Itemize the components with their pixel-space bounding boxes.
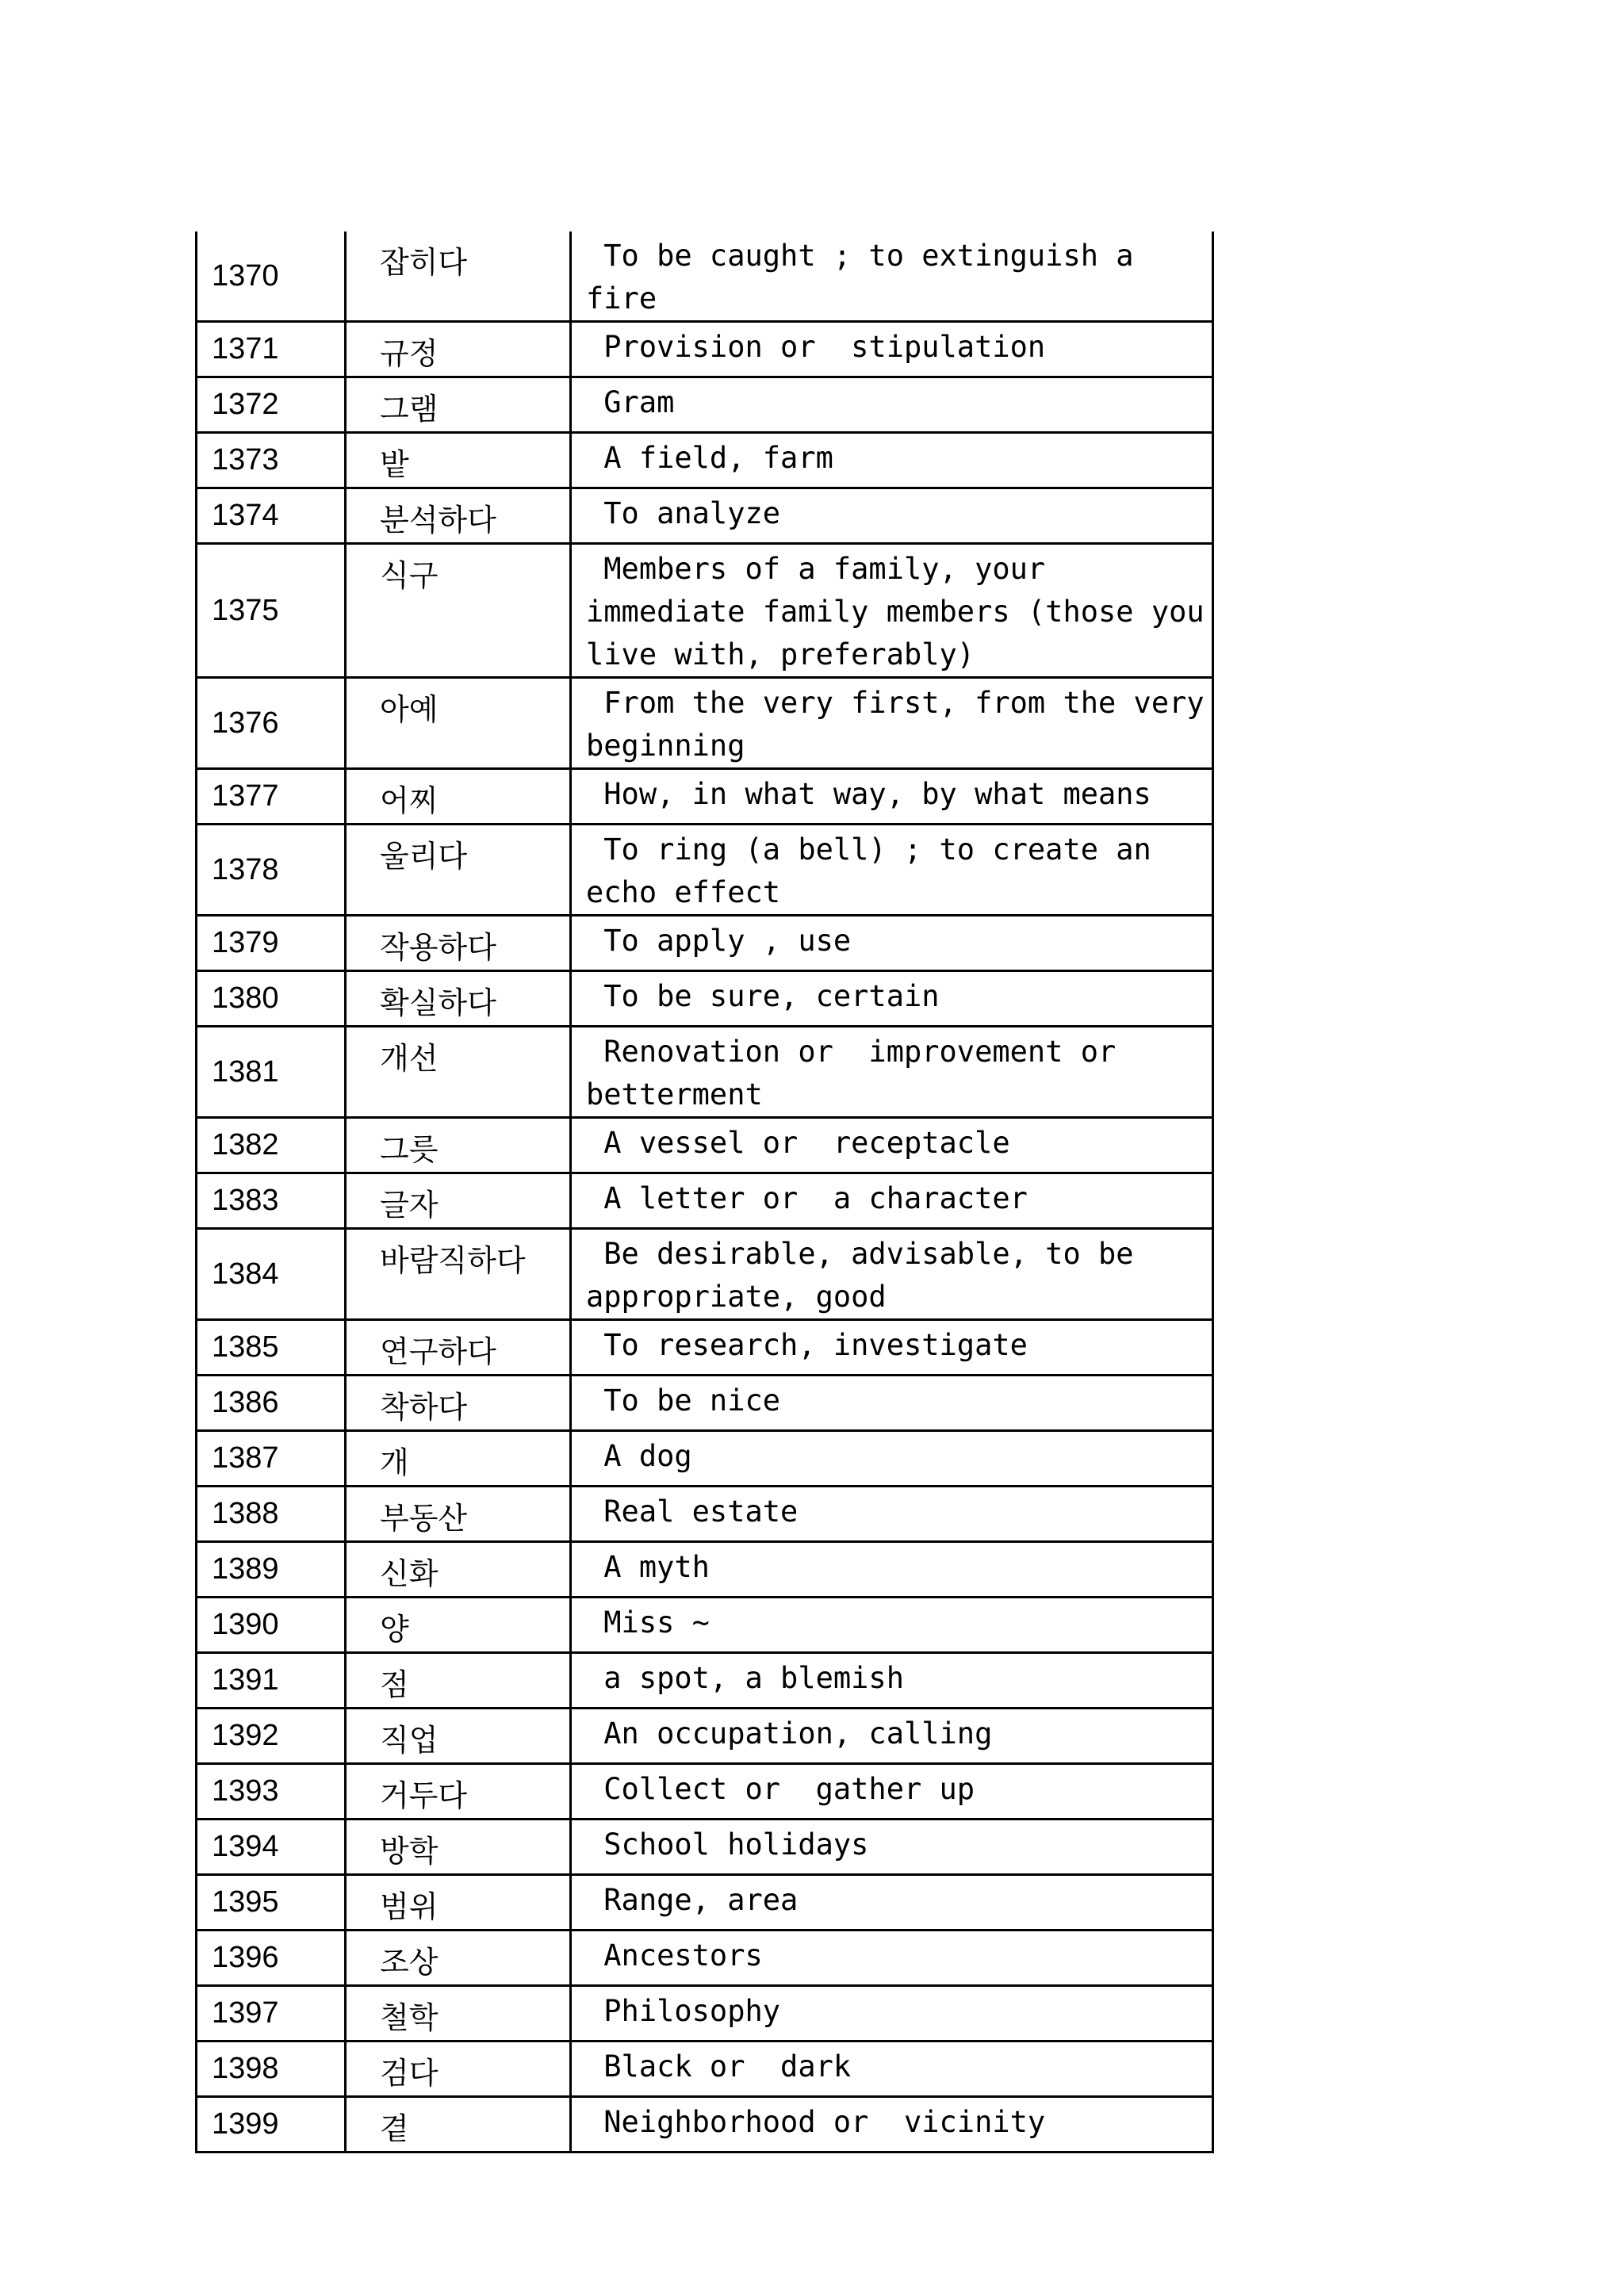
english-meaning: Ancestors <box>571 1931 1213 1986</box>
korean-word: 철학 <box>346 1986 571 2042</box>
entry-number: 1398 <box>197 2042 346 2097</box>
korean-word: 연구하다 <box>346 1320 571 1376</box>
english-meaning: From the very first, from the very beginning <box>571 678 1213 769</box>
english-meaning: Provision or stipulation <box>571 322 1213 377</box>
korean-word: 거두다 <box>346 1764 571 1820</box>
table-row <box>197 1931 1213 1986</box>
english-meaning: To research, investigate <box>571 1320 1213 1376</box>
table-row <box>197 544 1213 678</box>
table-row <box>197 678 1213 769</box>
table-row <box>197 971 1213 1027</box>
korean-word: 직업 <box>346 1709 571 1764</box>
korean-word: 개선 <box>346 1027 571 1118</box>
table-row <box>197 1820 1213 1875</box>
table-row <box>197 769 1213 825</box>
english-meaning: To ring (a bell) ; to create an echo effect <box>571 825 1213 916</box>
table-row <box>197 232 1213 322</box>
vocabulary-table-body <box>197 232 1222 2152</box>
english-meaning: Philosophy <box>571 1986 1213 2042</box>
table-row <box>197 1598 1213 1653</box>
korean-word: 검다 <box>346 2042 571 2097</box>
english-meaning: Real estate <box>571 1487 1213 1542</box>
entry-number: 1384 <box>197 1229 346 1320</box>
korean-word: 착하다 <box>346 1376 571 1431</box>
korean-word: 잡히다 <box>346 232 571 322</box>
korean-word: 점 <box>346 1653 571 1709</box>
entry-number: 1377 <box>197 769 346 825</box>
table-row <box>197 1173 1213 1229</box>
english-meaning: Members of a family, your immediate family members (those you live with, preferably) <box>571 544 1213 678</box>
korean-word: 바람직하다 <box>346 1229 571 1320</box>
english-meaning: Black or dark <box>571 2042 1213 2097</box>
entry-number: 1373 <box>197 433 346 488</box>
entry-number: 1386 <box>197 1376 346 1431</box>
korean-word: 개 <box>346 1431 571 1487</box>
english-meaning: Collect or gather up <box>571 1764 1213 1820</box>
entry-number: 1371 <box>197 322 346 377</box>
entry-number: 1394 <box>197 1820 346 1875</box>
table-row <box>197 1653 1213 1709</box>
entry-number: 1389 <box>197 1542 346 1598</box>
english-meaning: An occupation, calling <box>571 1709 1213 1764</box>
english-meaning: a spot, a blemish <box>571 1653 1213 1709</box>
english-meaning: Neighborhood or vicinity <box>571 2097 1213 2152</box>
table-row <box>197 1229 1213 1320</box>
entry-number: 1383 <box>197 1173 346 1229</box>
table-row <box>197 2097 1213 2152</box>
english-meaning: Renovation or improvement or betterment <box>571 1027 1213 1118</box>
entry-number: 1385 <box>197 1320 346 1376</box>
table-row <box>197 1764 1213 1820</box>
korean-word: 식구 <box>346 544 571 678</box>
korean-word: 곁 <box>346 2097 571 2152</box>
english-meaning: How, in what way, by what means <box>571 769 1213 825</box>
korean-word: 범위 <box>346 1875 571 1931</box>
korean-word: 규정 <box>346 322 571 377</box>
entry-number: 1393 <box>197 1764 346 1820</box>
entry-number: 1374 <box>197 488 346 544</box>
entry-number: 1372 <box>197 377 346 433</box>
table-row <box>197 1986 1213 2042</box>
english-meaning: To be caught ; to extinguish a fire <box>571 232 1213 322</box>
english-meaning: To be sure, certain <box>571 971 1213 1027</box>
table-row <box>197 322 1213 377</box>
english-meaning: A field, farm <box>571 433 1213 488</box>
table-row <box>197 916 1213 971</box>
korean-word: 그램 <box>346 377 571 433</box>
table-row <box>197 1875 1213 1931</box>
korean-word: 방학 <box>346 1820 571 1875</box>
entry-number: 1391 <box>197 1653 346 1709</box>
english-meaning: A myth <box>571 1542 1213 1598</box>
english-meaning: Be desirable, advisable, to be appropriate, good <box>571 1229 1213 1320</box>
english-meaning: Range, area <box>571 1875 1213 1931</box>
english-meaning: A vessel or receptacle <box>571 1118 1213 1173</box>
korean-word: 울리다 <box>346 825 571 916</box>
korean-word: 그릇 <box>346 1118 571 1173</box>
vocabulary-table <box>195 232 1222 2153</box>
table-row <box>197 488 1213 544</box>
table-row <box>197 1320 1213 1376</box>
english-meaning: Gram <box>571 377 1213 433</box>
entry-number: 1378 <box>197 825 346 916</box>
table-row <box>197 2042 1213 2097</box>
korean-word: 조상 <box>346 1931 571 1986</box>
entry-number: 1382 <box>197 1118 346 1173</box>
korean-word: 신화 <box>346 1542 571 1598</box>
table-row <box>197 1709 1213 1764</box>
english-meaning: Miss ~ <box>571 1598 1213 1653</box>
entry-number: 1390 <box>197 1598 346 1653</box>
korean-word: 확실하다 <box>346 971 571 1027</box>
entry-number: 1395 <box>197 1875 346 1931</box>
korean-word: 양 <box>346 1598 571 1653</box>
english-meaning: School holidays <box>571 1820 1213 1875</box>
korean-word: 아예 <box>346 678 571 769</box>
entry-number: 1396 <box>197 1931 346 1986</box>
english-meaning: A letter or a character <box>571 1173 1213 1229</box>
entry-number: 1387 <box>197 1431 346 1487</box>
table-row <box>197 1376 1213 1431</box>
table-row <box>197 825 1213 916</box>
entry-number: 1370 <box>197 232 346 322</box>
english-meaning: To be nice <box>571 1376 1213 1431</box>
entry-number: 1381 <box>197 1027 346 1118</box>
entry-number: 1388 <box>197 1487 346 1542</box>
korean-word: 작용하다 <box>346 916 571 971</box>
english-meaning: A dog <box>571 1431 1213 1487</box>
table-row <box>197 1118 1213 1173</box>
entry-number: 1379 <box>197 916 346 971</box>
entry-number: 1380 <box>197 971 346 1027</box>
english-meaning: To analyze <box>571 488 1213 544</box>
korean-word: 어찌 <box>346 769 571 825</box>
table-row <box>197 1431 1213 1487</box>
korean-word: 밭 <box>346 433 571 488</box>
table-row <box>197 1487 1213 1542</box>
table-row <box>197 1027 1213 1118</box>
entry-number: 1375 <box>197 544 346 678</box>
table-row <box>197 377 1213 433</box>
table-row <box>197 433 1213 488</box>
korean-word: 분석하다 <box>346 488 571 544</box>
english-meaning: To apply , use <box>571 916 1213 971</box>
entry-number: 1399 <box>197 2097 346 2152</box>
korean-word: 글자 <box>346 1173 571 1229</box>
entry-number: 1397 <box>197 1986 346 2042</box>
entry-number: 1376 <box>197 678 346 769</box>
entry-number: 1392 <box>197 1709 346 1764</box>
table-row <box>197 1542 1213 1598</box>
korean-word: 부동산 <box>346 1487 571 1542</box>
